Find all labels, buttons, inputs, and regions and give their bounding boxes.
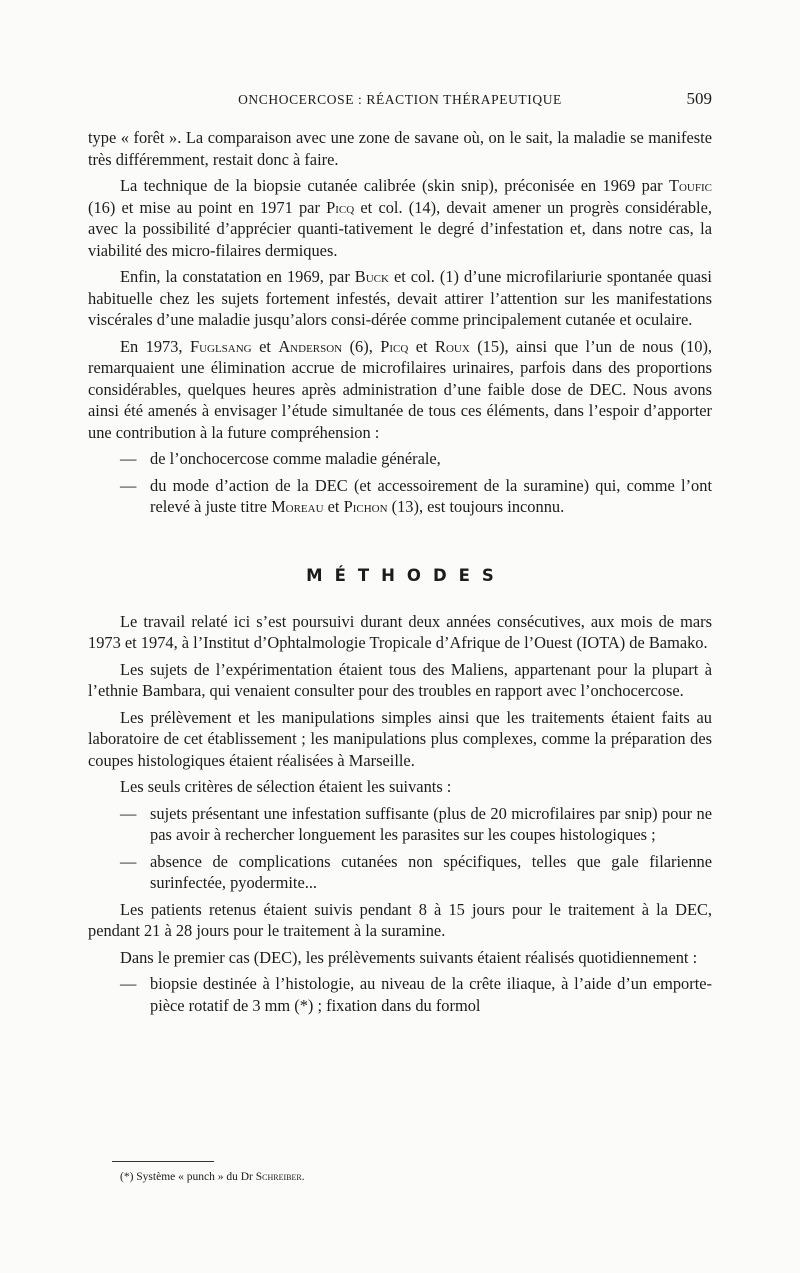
dash-marker: — — [120, 851, 137, 871]
list-item-text: de l’onchocercose comme maladie générale, — [150, 449, 441, 468]
list-item-text: (13), est toujours inconnu. — [391, 497, 565, 516]
list-item-text: absence de complications cutanées non spécifiques, telles que gale filarienne surinfectée, pyodermite... — [150, 851, 712, 892]
list-item — [88, 851, 712, 894]
page-number: 509 — [686, 89, 712, 108]
author-name: Moreau — [271, 497, 324, 516]
author-name: Fuglsang — [189, 336, 252, 356]
author-name: Anderson — [278, 336, 343, 356]
list-item-text: biopsie destinée à l’histologie, au niveau de la crête iliaque, à l’aide d’un emporte-pièce rotatif de 3 mm (*) ; fixation dans du formol — [150, 974, 712, 1015]
dash-marker: — — [120, 449, 137, 468]
author-name: Schreiber. — [255, 1171, 305, 1183]
text-run: et — [259, 336, 271, 356]
footnote — [120, 1170, 305, 1184]
list-item — [88, 803, 712, 846]
running-title: ONCHOCERCOSE : RÉACTION THÉRAPEUTIQUE — [238, 92, 562, 107]
section-heading: MÉTHODES — [306, 565, 506, 585]
methods-paragraph-5: Les patients retenus étaient suivis pendant 8 à 15 jours pour le traitement à la DEC, pendant 21 à 28 jours pour le traitement à la suramine. — [88, 899, 712, 940]
dash-marker: — — [120, 475, 137, 495]
paragraph-1: type « forêt ». La comparaison avec une zone de savane où, on le sait, la maladie se manifeste très différemment, restait donc à faire. — [88, 128, 712, 169]
text-run: (6), — [349, 336, 373, 356]
footnote-divider — [112, 1161, 214, 1162]
text-run: (15), ainsi que l’un de nous (10), remarquaient une élimination accrue de microfilaires urinaires, parfois dans des proportions considérables, quelques heures après administration d’une faible dose de DEC. Nous avons ainsi été amenés à envisager l’étude simultanée de tous ces éléments, dans l’espoir d’apporter une contribution à la future compréhension : — [88, 336, 713, 442]
author-name: Picq — [380, 336, 409, 356]
text-run: et — [415, 336, 428, 356]
list-item-text: sujets présentant une infestation suffisante (plus de 20 microfilaires par snip) pour ne pas avoir à rechercher longuement les parasites sur les coupes histologiques ; — [150, 803, 712, 844]
text-run: La technique de la biopsie cutanée calibrée (skin snip), préconisée en 1969 par — [120, 176, 663, 195]
author-name: Toufic — [668, 176, 712, 195]
dash-marker: — — [120, 803, 137, 823]
list-item — [88, 973, 712, 1016]
methods-paragraph-6: Dans le premier cas (DEC), les prélèvements suivants étaient réalisés quotidiennement : — [120, 947, 698, 967]
text-run: En 1973, — [120, 336, 183, 356]
author-name: Buck — [354, 267, 389, 286]
list-item-text: et — [327, 497, 340, 516]
author-name: Roux — [435, 336, 470, 356]
author-name: Pichon — [343, 497, 388, 516]
text-run: (16) et mise au point en 1971 par — [88, 197, 320, 217]
dash-marker: — — [120, 974, 137, 993]
list-item-text: du mode d’action de la DEC (et accessoirement de la suramine) qui, comme l’ont relevé à juste titre — [150, 475, 712, 516]
paragraph-2 — [88, 175, 712, 261]
text-run: et col. (1) d’une microfilariurie spontanée quasi habituelle chez les sujets fortement infestés, devait attirer l’attention sur les manifestations viscérales d’une maladie jusqu’alors consi-dérée comme principalement cutanée et oculaire. — [88, 267, 712, 329]
text-run: Enfin, la constatation en 1969, par — [120, 267, 350, 286]
paragraph-4 — [88, 336, 712, 444]
footnote-text: (*) Système « punch » du Dr — [120, 1171, 253, 1183]
running-header — [88, 89, 712, 113]
list-item — [88, 475, 712, 518]
text-run: et col. (14), devait amener un progrès considérable, avec la possibilité d’apprécier quanti-tativement le degré d’infestation et, dans notre cas, la viabilité des micro-filaires dermiques. — [88, 197, 712, 260]
paragraph-3 — [88, 266, 712, 331]
methods-paragraph-3: Les prélèvement et les manipulations simples ainsi que les traitements étaient faits au laboratoire de cet établissement ; les manipulations plus complexes, comme la préparation des coupes histologiques étaient réalisées à Marseille. — [88, 707, 712, 770]
list-item — [88, 448, 712, 470]
methods-paragraph-4: Les seuls critères de sélection étaient les suivants : — [120, 777, 452, 796]
article-body — [88, 127, 712, 1021]
methods-paragraph-2: Les sujets de l’expérimentation étaient tous des Maliens, appartenant pour la plupart à l’ethnie Bambara, qui venaient consulter pour des troubles en rapport avec l’onchocercose. — [88, 659, 712, 700]
methods-paragraph-1: Le travail relaté ici s’est poursuivi durant deux années consécutives, aux mois de mars 1973 et 1974, à l’Institut d’Ophtalmologie Tropicale d’Afrique de l’Ouest (IOTA) de Bamako. — [88, 611, 712, 652]
author-name: Picq — [326, 197, 355, 217]
